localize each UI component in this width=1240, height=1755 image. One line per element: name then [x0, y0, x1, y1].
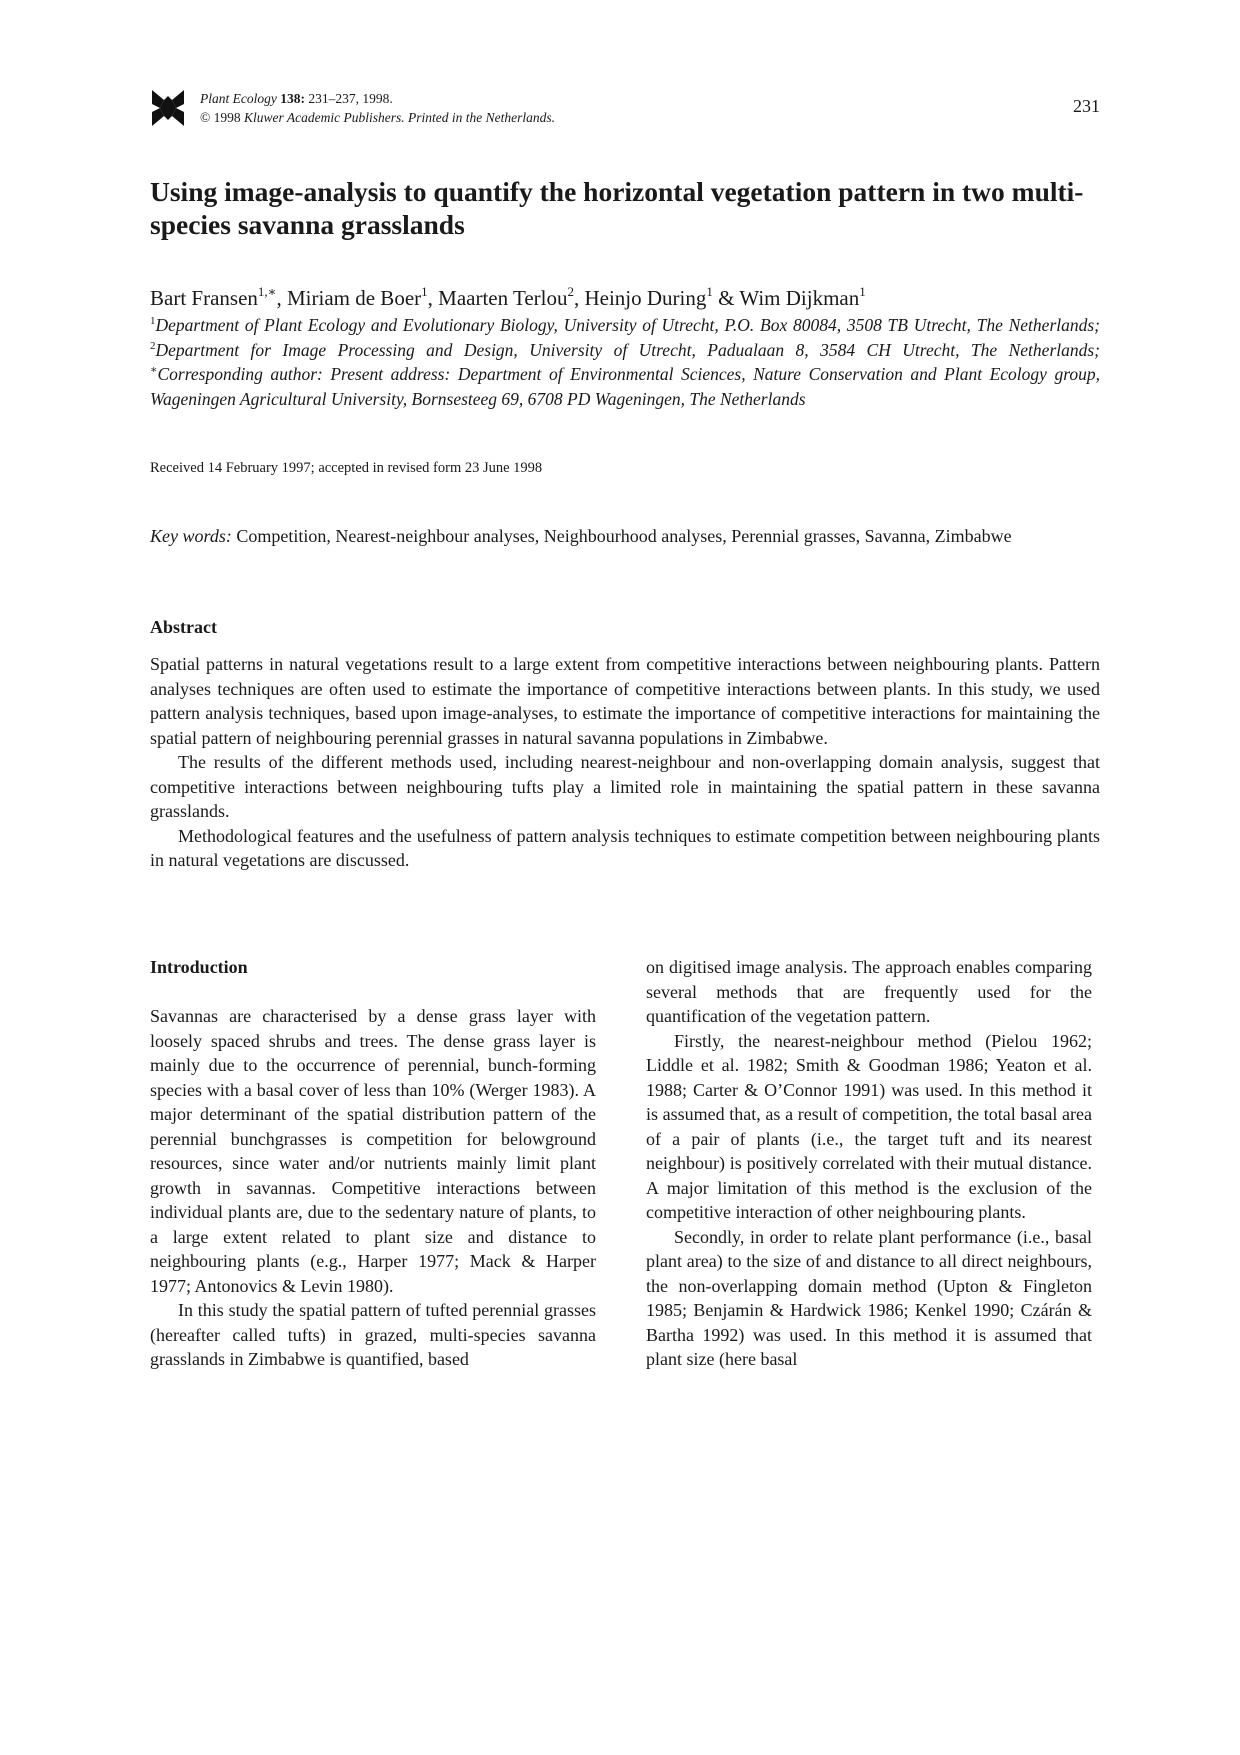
author: Heinjo During$^1$ &: [584, 284, 740, 310]
copyright-line: [200, 108, 555, 127]
author: Maarten Terlou$^2$,: [438, 284, 585, 310]
introduction-heading: Introduction: [150, 957, 248, 977]
author: Bart Fransen$^{1,∗}$,: [150, 284, 287, 310]
right-column: [646, 955, 1092, 1372]
affiliations: $^1$Department of Plant Ecology and Evolutionary Biology, University of Utrecht, P.O. Box 80084, 3508 TB Utrecht, The Netherlands; $^2$Department for Image Processing and Design, University of Utrecht, Padualaan 8, 3584 CH Utrecht, The Netherlands; ∗Corresponding author: Present address: Department of Environmental Sciences, Nature Conservation and Plant Ecology group, Wageningen Agricultural University, Bornsesteeg 69, 6708 PD Wageningen, The Netherlands: [150, 315, 1100, 409]
received-date: Received 14 February 1997; accepted in revised form 23 June 1998: [150, 460, 543, 476]
body-paragraph: In this study the spatial pattern of tufted perennial grasses (hereafter called tufts) in grazed, multi-species savanna grasslands in Zimbabwe is quantified, based: [150, 1300, 596, 1369]
body-paragraph: Firstly, the nearest-neighbour method (Pielou 1962; Liddle et al. 1982; Smith & Goodman 1986; Yeaton et al. 1988; Carter & O’Connor 1991) was used. In this method it is assumed that, as a result of competition, the total basal area of a pair of plants (i.e., the target tuft and its nearest neighbour) is positively correlated with their mutual distance. A major limitation of this method is the exclusion of the competitive interaction of other neighbouring plants.: [646, 1030, 1092, 1222]
abstract: [150, 652, 1100, 873]
page-number: 231: [1073, 96, 1100, 116]
journal-citation: [200, 89, 555, 127]
publisher-logo-icon: [150, 88, 186, 128]
journal-masthead: [150, 86, 1100, 130]
body-paragraph: Savannas are characterised by a dense grass layer with loosely spaced shrubs and trees. The dense grass layer is mainly due to the occurrence of perennial, bunch-forming species with a basal cover of less than 10% (Werger 1983). A major determinant of the spatial distribution pattern of the perennial bunchgrasses is competition for belowground resources, since water and/or nutrients mainly limit plant growth in savannas. Competitive interactions between individual plants are, due to the sedentary nature of plants, to a large extent related to plant size and distance to neighbouring plants (e.g., Harper 1977; Mack & Harper 1977; Antonovics & Levin 1980).: [150, 1006, 596, 1296]
abstract-paragraph: Methodological features and the usefulness of pattern analysis techniques to estimate competition between neighbouring plants in natural vegetations are discussed.: [150, 825, 1100, 870]
article-title: Using image-analysis to quantify the horizontal vegetation pattern in two multi-species savanna grasslands: [150, 176, 1084, 240]
journal-pages: 231–237, 1998.: [308, 91, 393, 106]
author: Miriam de Boer$^1$,: [287, 284, 439, 310]
journal-citation-line: [200, 89, 555, 108]
keywords-label: Key words:: [150, 526, 232, 546]
keywords: [150, 524, 1100, 549]
left-column: [150, 955, 596, 1372]
keywords-text: Competition, Nearest-neighbour analyses, Neighbourhood analyses, Perennial grasses, Savanna, Zimbabwe: [236, 526, 1012, 546]
abstract-heading: Abstract: [150, 617, 217, 637]
author-list: [150, 285, 1100, 312]
author: Wim Dijkman$^1$: [739, 284, 866, 310]
printed-in: Printed in the Netherlands.: [408, 110, 555, 125]
publisher-name: Kluwer Academic Publishers.: [244, 110, 405, 125]
journal-name: Plant Ecology: [200, 91, 277, 106]
abstract-paragraph: Spatial patterns in natural vegetations result to a large extent from competitive interactions between neighbouring plants. Pattern analyses techniques are often used to estimate the importance of competitive interactions between plants. In this study, we used pattern analysis techniques, based upon image-analyses, to estimate the importance of competitive interactions for maintaining the spatial pattern of neighbouring perennial grasses in natural savanna populations in Zimbabwe.: [150, 654, 1100, 748]
abstract-paragraph: The results of the different methods used, including nearest-neighbour and non-overlapping domain analysis, suggest that competitive interactions between neighbouring tufts play a limited role in maintaining the spatial pattern in these savanna grasslands.: [150, 752, 1100, 821]
journal-volume: 138:: [280, 91, 305, 106]
copyright-year: © 1998: [200, 110, 241, 125]
body-paragraph: Secondly, in order to relate plant performance (i.e., basal plant area) to the size of and distance to all direct neighbours, the non-overlapping domain method (Upton & Fingleton 1985; Benjamin & Hardwick 1986; Kenkel 1990; Czárán & Bartha 1992) was used. In this method it is assumed that plant size (here basal: [646, 1226, 1092, 1369]
body-paragraph: on digitised image analysis. The approach enables comparing several methods that are frequently used for the quantification of the vegetation pattern.: [646, 957, 1092, 1026]
